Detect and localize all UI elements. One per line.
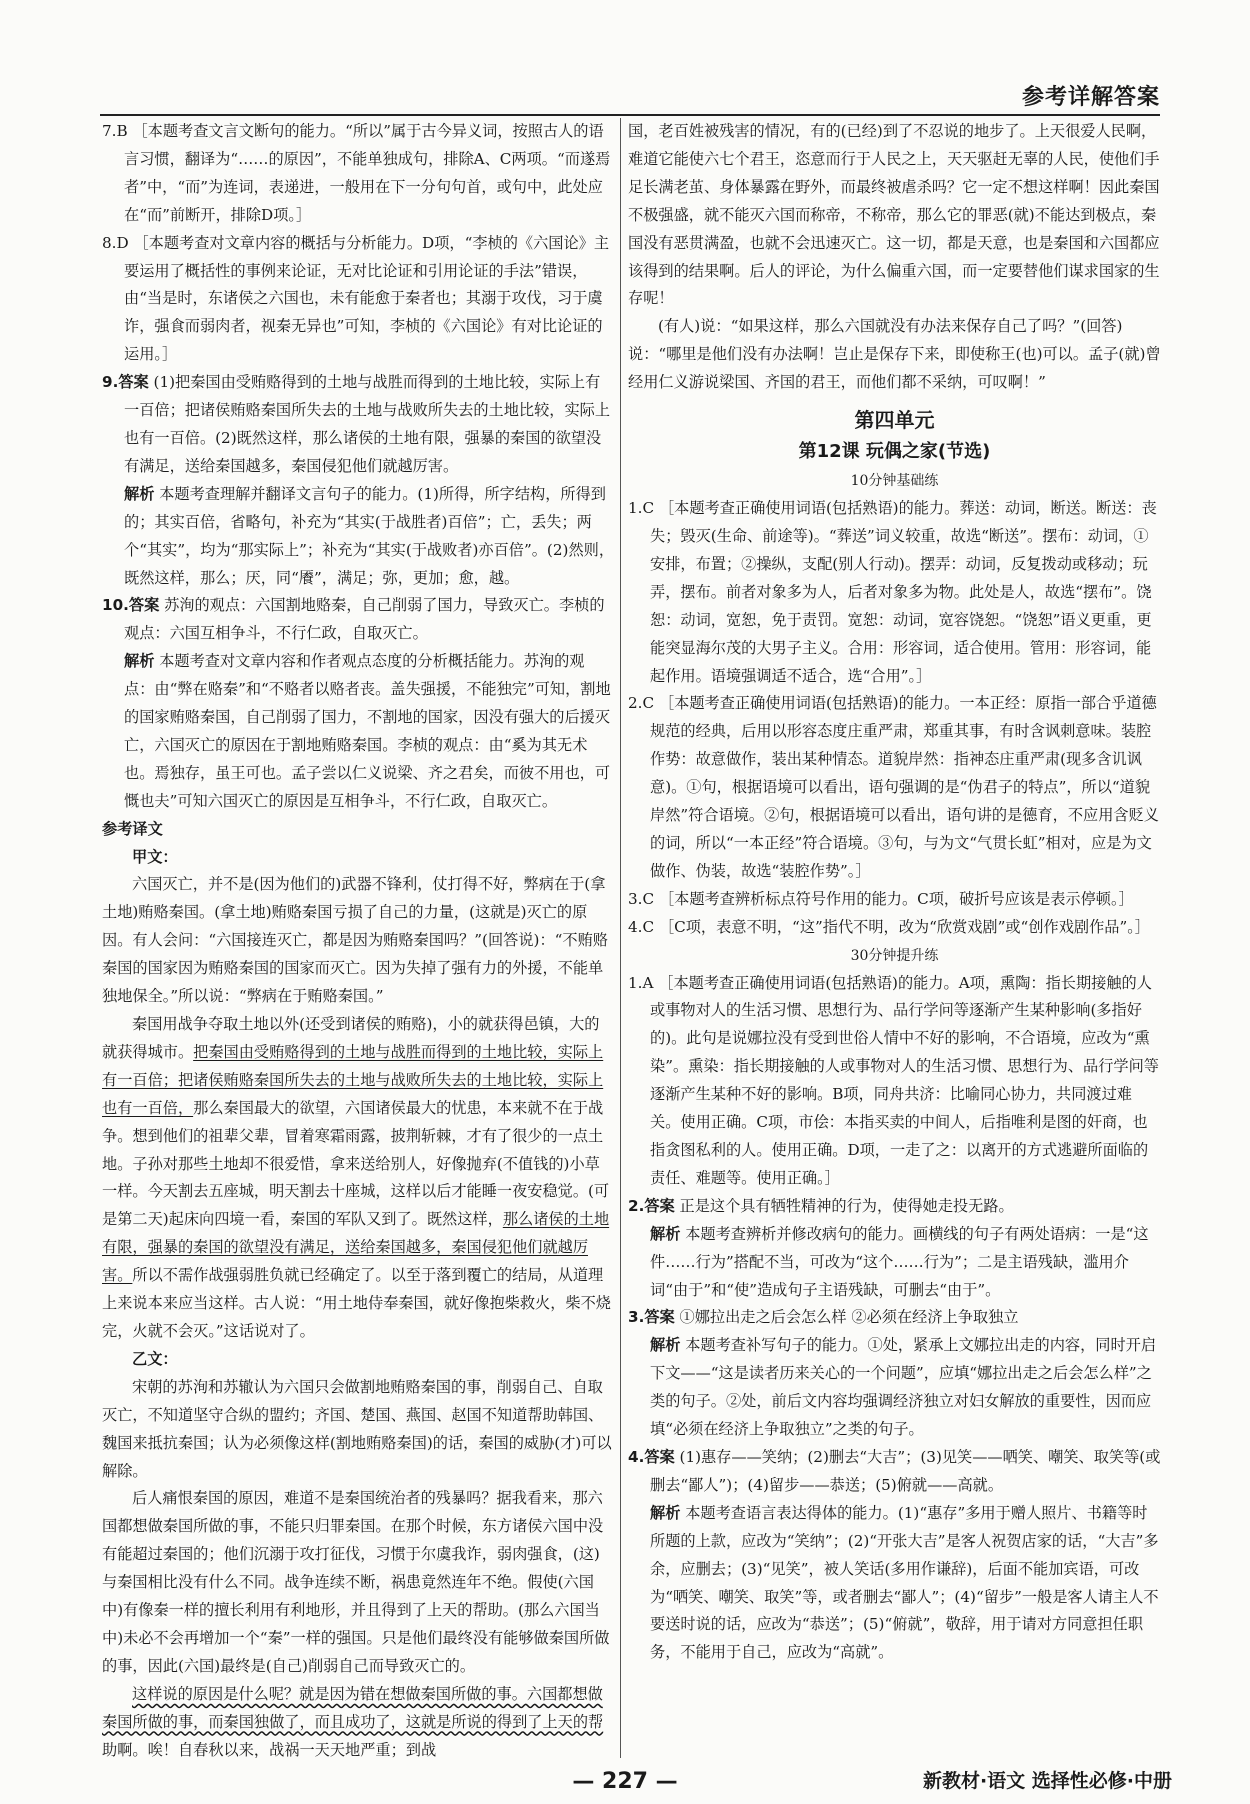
answer-text: (1)把秦国由受贿赂得到的土地与战胜而得到的土地比较，实际上有一百倍；把诸侯贿赂秦国所失去的土地与战败所失去的土地比较，实际上也有一百倍。(2)既然这样，那么诸侯的土地有限，强暴的秦国的欲望没有满足，送给秦国越多，秦国侵犯他们就越厉害。 [124, 373, 610, 475]
text-span: 秦国用战争夺取土地以外(还受到诸侯的贿赂)，小的就获得邑镇，大的就获得城市。 [102, 1015, 600, 1061]
analysis-label: 解析 [650, 1224, 681, 1243]
advanced-question-4-answer [628, 1444, 1161, 1500]
question-9-answer [102, 369, 614, 481]
basic-question-4: 4.C ［C项，表意不明，“这”指代不明，改为“欣赏戏剧”或“创作戏剧作品”。］ [628, 917, 1150, 936]
analysis-text: 本题考查语言表达得体的能力。(1)“惠存”多用于赠人照片、书籍等时所题的上款，应改为“笑纳”；(2)“开张大吉”是客人祝贺店家的话，“大吉”多余，应删去；(3)“见笑”，被人笑话(多用作谦辞)，后面不能加宾语，可改为“哂笑、嘲笑、取笑”等，或者删去“鄙人”；(4)“留步”一般是客人请主人不要送时说的话，应改为“恭送”；(5)“俯就”，敬辞，用于请对方同意担任职务，不能用于自己，应改为“高就”。 [650, 1503, 1159, 1662]
analysis-label: 解析 [124, 484, 155, 503]
jia-paragraph-2 [102, 1011, 614, 1346]
unit-title: 第四单元 [854, 408, 935, 433]
book-title: 新教材·语文 选择性必修·中册 [922, 1770, 1172, 1792]
jia-paragraph-1: 六国灭亡，并不是(因为他们的)武器不锋利，仗打得不好，弊病在于(拿土地)贿赂秦国。(拿土地)贿赂秦国亏损了自己的力量，(这就是)灭亡的原因。有人会问：“六国接连灭亡，都是因为贿赂秦国吗？”(回答说)：“不贿赂秦国的国家因为贿赂秦国的国家而灭亡。因为失掉了强有力的外援，不能单独地保全。”所以说：“弊病在于贿赂秦国。” [102, 875, 608, 1006]
answer-label: 4.答案 [628, 1447, 675, 1466]
underlined-text: 把秦国由受贿赂得到的土地与战胜而得到的土地比较，实际上有一百倍；把诸侯贿赂秦国所失去的土地与战败所失去的土地比较，实际上也有一百倍， [102, 1042, 604, 1117]
advanced-question-3-analysis [628, 1332, 1161, 1444]
answer-text: ①娜拉出走之后会怎么样 ②必须在经济上争取独立 [679, 1308, 1019, 1327]
underlined-text: 那么诸侯的土地有限，强暴的秦国的欲望没有满足，送给秦国越多，秦国侵犯他们就越厉害。 [102, 1210, 610, 1285]
answer-text: 苏洵的观点：六国割地赂秦，自己削弱了国力，导致灭亡。李桢的观点：六国互相争斗，不行仁政，自取灭亡。 [124, 596, 605, 643]
answer-text: 正是这个具有牺牲精神的行为，使得她走投无路。 [679, 1196, 1014, 1215]
reference-translation-title: 参考译文 [102, 819, 163, 838]
answer-label: 10.答案 [102, 596, 160, 615]
section-title-basic: 10分钟基础练 [850, 473, 939, 490]
advanced-question-4-analysis [628, 1500, 1161, 1667]
question-10-analysis [102, 648, 614, 815]
advanced-question-1: 1.A ［本题考查正确使用词语(包括熟语)的能力。A项，熏陶：指长期接触的人或事物对人的生活习惯、思想行为、品行学问等逐渐产生某种影响(多指好的)。此句是说娜拉没有受到世俗人情中不好的影响，不合语境，应改为“熏染”。熏染：指长期接触的人或事物对人的生活习惯、思想行为、品行学问等逐渐产生某种不好的影响。B项，同舟共济：比喻同心协力，共同渡过难关。使用正确。C项，市侩：本指买卖的中间人，后指唯利是图的奸商，也指贪图私利的人。使用正确。D项，一走了之：以离开的方式逃避所面临的责任、难题等。使用正确。］ [628, 973, 1159, 1187]
translation-continuation: 国，老百姓被残害的情况，有的(已经)到了不忍说的地步了。上天很爱人民啊，难道它能使六七个君王，恣意而行于人民之上，天天驱赶无辜的人民，使他们手足长满老茧、身体暴露在野外，而最终被虐杀吗？它一定不想这样啊！因此秦国不极强盛，就不能灭六国而称帝，不称帝，那么它的罪恶(就)不能达到极点，秦国没有恶贯满盈，也就不会迅速灭亡。这一切，都是天意，也是秦国和六国都应该得到的结果啊。后人的评论，为什么偏重六国，而一定要替他们谋求国家的生存呢！ [628, 122, 1160, 308]
page-header: 参考详解答案 [1021, 85, 1160, 110]
answer-label: 2.答案 [628, 1196, 675, 1215]
question-8: 8.D ［本题考查对文章内容的概括与分析能力。D项，“李桢的《六国论》主要运用了概括性的事例来论证，无对比论证和引用论证的手法”错误，由“当是时，东诸侯之六国也，未有能愈于秦者也；其溺于攻伐，习于虞诈，强食而弱肉者，视秦无异也”可知，李桢的《六国论》有对比论证的运用。］ [102, 233, 610, 364]
advanced-question-3-answer [628, 1304, 1161, 1332]
translation-closing: (有人)说：“如果这样，那么六国就没有办法来保存自己了吗？”(回答)说：“哪里是他们没有办法啊！岂止是保存下来，即使称王(也)可以。孟子(就)曾经用仁义游说梁国、齐国的君王，而他们都不采纳，可叹啊！” [628, 317, 1161, 392]
column-divider [620, 118, 621, 1758]
basic-question-3: 3.C ［本题考查辨析标点符号作用的能力。C项，破折号应该是表示停顿。］ [628, 889, 1134, 908]
analysis-text: 本题考查理解并翻译文言句子的能力。(1)所得，所字结构，所得到的；其实百倍，省略句，补充为“其实(于战胜者)百倍”；亡，丢失；两个“其实”，均为“那实际上”；补充为“其实(于战败者)亦百倍”。(2)然则，既然这样，那么；厌，同“餍”，满足；弥，更加；愈，越。 [124, 484, 614, 587]
yi-paragraph-2: 后人痛恨秦国的原因，难道不是秦国统治者的残暴吗？据我看来，那六国都想做秦国所做的事，不能只归罪秦国。在那个时候，东方诸侯六国中没有能超过秦国的；他们沉溺于攻打征伐，习惯于尔虞我诈，弱肉强食，(这)与秦国相比没有什么不同。战争连续不断，祸患竟然连年不绝。假使(六国中)有像秦一样的擅长利用有利地形，并且得到了上天的帮助。(那么六国当中)未必不会再增加一个“秦”一样的强国。只是他们最终没有能够做秦国所做的事，因此(六国)最终是(自己)削弱自己而导致灭亡的。 [102, 1489, 610, 1675]
advanced-question-2-answer [628, 1193, 1161, 1221]
analysis-text: 本题考查补写句子的能力。①处，紧承上文娜拉出走的内容，同时开启下文——“这是读者历来关心的一个问题”，应填“娜拉出走之后会怎么样”之类的句子。②处，前后文内容均强调经济独立对妇女解放的重要性，因而应填“必须在经济上争取独立”之类的句子。 [650, 1336, 1157, 1439]
basic-question-1: 1.C ［本题考查正确使用词语(包括熟语)的能力。葬送：动词，断送。断送：丧失；毁灭(生命、前途等)。“葬送”词义较重，故选“断送”。摆布：动词，①安排，布置；②操纵，支配(别人行动)。摆弄：动词，反复拨动或移动；玩弄，摆布。前者对象多为人，后者对象多为物。此处是人，故选“摆布”。饶恕：动词，宽恕，免于责罚。宽恕：动词，宽容饶恕。“饶恕”语义更重，更能突显海尔茂的大男子主义。合用：形容词，适合使用。管用：形容词，能起作用。语境强调适不适合，选“合用”。］ [628, 499, 1157, 685]
section-title-advanced: 30分钟提升练 [850, 947, 939, 964]
analysis-label: 解析 [124, 652, 155, 671]
analysis-label: 解析 [650, 1503, 681, 1522]
answer-label: 3.答案 [628, 1308, 675, 1327]
left-column [102, 118, 614, 1758]
answer-label: 9.答案 [102, 373, 149, 392]
text-span: 所以不需作战强弱胜负就已经确定了。以至于落到覆亡的结局，从道理上来说本来应当这样。古人说：“用土地侍奉秦国，就好像抱柴救火，柴不烧完，火就不会灭。”这话说对了。 [102, 1266, 611, 1340]
wavy-underlined-text: 这样说的原因是什么呢？就是因为错在想做秦国所做的事。六国都想做秦国所做的事，而秦国独做了，而且成功了，这就是所说的得到了上天的帮助啊。 [102, 1684, 604, 1758]
analysis-text: 本题考查对文章内容和作者观点态度的分析概括能力。苏洵的观点：由“弊在赂秦”和“不赂者以赂者丧。盖失强援，不能独完”可知，割地的国家贿赂秦国，自己削弱了国力，不割地的国家，因没有强大的后援灭亡，六国灭亡的原因在于割地贿赂秦国。李桢的观点：由“奚为其无术也。焉独存，虽王可也。孟子尝以仁义说梁、齐之君矣，而彼不用也，可慨也夫”可知六国灭亡的原因是互相争斗，不行仁政，自取灭亡。 [124, 652, 611, 810]
yi-paragraph-1: 宋朝的苏洵和苏辙认为六国只会做割地贿赂秦国的事，削弱自己、自取灭亡，不知道坚守合纵的盟约；齐国、楚国、燕国、赵国不知道帮助韩国、魏国来抵抗秦国；认为必须像这样(割地贿赂秦国)的话，秦国的威胁(才)可以解除。 [102, 1377, 612, 1480]
question-10-answer [102, 592, 614, 648]
basic-question-2: 2.C ［本题考查正确使用词语(包括熟语)的能力。一本正经：原指一部合乎道德规范的经典，后用以形容态度庄重严肃，郑重其事，有时含讽刺意味。装腔作势：故意做作，装出某种情态。道貌岸然：指神态庄重严肃(现多含讥讽意)。①句，根据语境可以看出，语句强调的是“伪君子的特点”，所以“道貌岸然”符合语境。②句，根据语境可以看出，语句讲的是德育，不应用含贬义的词，所以“一本正经”符合语境。③句，与为文“气贯长虹”相对，应是为文做作、伪装，故选“装腔作势”。］ [628, 694, 1159, 880]
advanced-question-2-analysis [628, 1221, 1161, 1305]
analysis-text: 本题考查辨析并修改病句的能力。画横线的句子有两处语病：一是“这件……行为”搭配不当，可改为“这个……行为”；二是主语残缺，滥用介词“由于”和“使”造成句子主语残缺，可删去“由于”。 [650, 1224, 1149, 1299]
yi-paragraph-3 [102, 1681, 614, 1758]
jia-title: 甲文： [132, 847, 178, 866]
header-rule [100, 114, 1160, 116]
text-span: 那么秦国最大的欲望，六国诸侯最大的忧患，本来就不在于战争。想到他们的祖辈父辈，冒着寒霜雨露，披荆斩棘，才有了很少的一点土地。子孙对那些土地却不很爱惜，拿来送给别人，好像抛弃(不值钱的)小草一样。今天割去五座城，明天割去十座城，这样以后才能睡一夜安稳觉。(可是第二天)起床向四境一看，秦国的军队又到了。既然这样， [102, 1098, 610, 1229]
question-7: 7.B ［本题考查文言文断句的能力。“所以”属于古今异义词，按照古人的语言习惯，翻译为“……的原因”，不能单独成句，排除A、C两项。“而遂焉者”中，“而”为连词，表递进，一般用在下一分句句首，或句中，此处应在“而”前断开，排除D项。］ [102, 122, 611, 224]
yi-title: 乙文： [132, 1349, 178, 1368]
text-span: 唉！自春秋以来，战祸一天天地严重；到战 [147, 1740, 437, 1758]
analysis-label: 解析 [650, 1336, 681, 1355]
right-column [628, 118, 1161, 1758]
lesson-title: 第12课 玩偶之家(节选) [798, 441, 991, 463]
question-9-analysis [102, 481, 614, 593]
page-number: — 227 — [572, 1769, 678, 1794]
answer-text: (1)惠存——笑纳；(2)删去“大吉”；(3)见笑——哂笑、嘲笑、取笑等(或删去“鄙人”)；(4)留步——恭送；(5)俯就——高就。 [650, 1447, 1161, 1494]
